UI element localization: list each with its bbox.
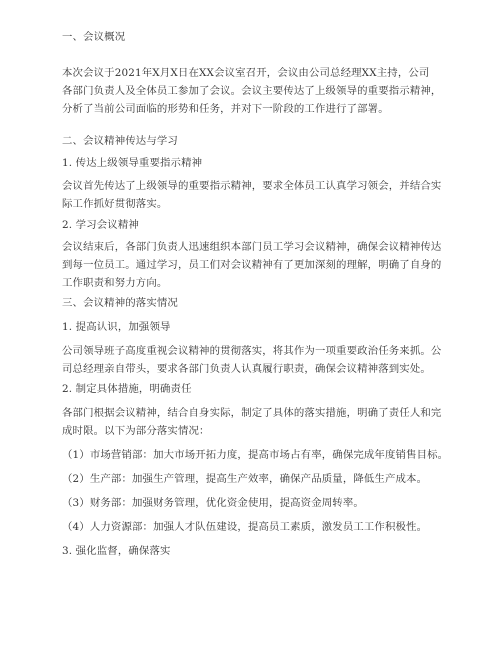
text-line: 3. 强化监督，确保落实	[62, 545, 171, 557]
subsection-heading	[62, 216, 442, 234]
subsection-heading	[62, 154, 442, 172]
text-line: 公司领导班子高度重视会议精神的贯彻落实，将其作为一项重要政治任务来抓。公	[62, 345, 442, 357]
text-line: 2. 制定具体措施，明确责任	[62, 383, 192, 395]
list-item	[62, 446, 449, 464]
text-line: （4）人力资源部：加强人才队伍建设，提高员工素质，激发员工工作积极性。	[62, 521, 428, 533]
paragraph	[62, 404, 442, 440]
list-item	[62, 470, 442, 488]
text-line: （2）生产部：加强生产管理，提高生产效率，确保产品质量，降低生产成本。	[62, 473, 428, 485]
text-line: 成时限。以下为部分落实情况：	[62, 425, 210, 437]
text-line: 1. 提高认识，加强领导	[62, 321, 171, 333]
section-heading	[62, 28, 442, 46]
text-line: 各部门根据会议精神，结合自身实际，制定了具体的落实措施，明确了责任人和完	[62, 407, 442, 419]
text-line: 1. 传达上级领导重要指示精神	[62, 157, 203, 169]
subsection-heading	[62, 380, 442, 398]
text-line: 会议结束后，各部门负责人迅速组织本部门员工学习会议精神，确保会议精神传达	[62, 241, 442, 253]
paragraph	[62, 64, 442, 118]
paragraph	[62, 342, 442, 378]
subsection-heading	[62, 318, 442, 336]
list-item	[62, 518, 442, 536]
text-line: 2. 学习会议精神	[62, 219, 139, 231]
text-line: 司总经理亲自带头，要求各部门负责人认真履行职责，确保会议精神落到实处。	[62, 363, 431, 375]
section-heading	[62, 132, 442, 150]
text-line: 一、会议概况	[62, 31, 126, 43]
subsection-heading	[62, 542, 442, 560]
section-heading	[62, 294, 442, 312]
text-line: 分析了当前公司面临的形势和任务，并对下一阶段的工作进行了部署。	[62, 103, 389, 115]
text-line: 到每一位员工。通过学习，员工们对会议精神有了更加深刻的理解，明确了自身的	[62, 259, 442, 271]
list-item	[62, 494, 442, 512]
text-line: 二、会议精神传达与学习	[62, 135, 178, 147]
text-line: 会议首先传达了上级领导的重要指示精神，要求全体员工认真学习领会，并结合实	[62, 180, 442, 192]
text-line: 际工作抓好贯彻落实。	[62, 198, 168, 210]
paragraph	[62, 177, 442, 213]
text-line: （3）财务部：加强财务管理，优化资金使用，提高资金周转率。	[62, 497, 364, 509]
text-line: （1）市场营销部：加大市场开拓力度，提高市场占有率，确保完成年度销售目标。	[62, 449, 449, 461]
text-line: 三、会议精神的落实情况	[62, 297, 178, 309]
paragraph	[62, 238, 442, 292]
text-line: 本次会议于2021年X月X日在XX会议室召开，会议由公司总经理XX主持，公司	[62, 67, 430, 79]
text-line: 工作职责和努力方向。	[62, 277, 168, 289]
text-line: 各部门负责人及全体员工参加了会议。会议主要传达了上级领导的重要指示精神，	[62, 85, 442, 97]
